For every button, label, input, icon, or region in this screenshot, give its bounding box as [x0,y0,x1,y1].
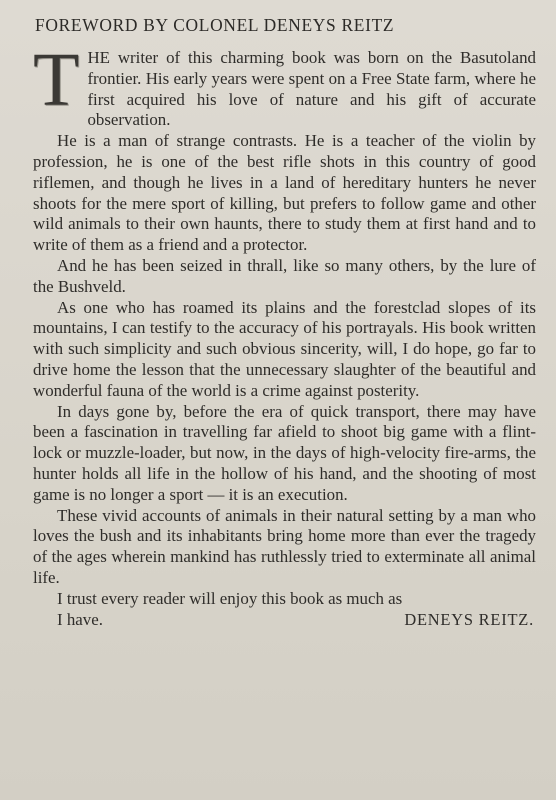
paragraph-4: As one who has roamed its plains and the forestclad slopes of its mountains, I can testify to the accuracy of his portrayals. His book written with such simplicity and such obvious sincerity, will, I do hope, go far to drive home the lesson that the unnecessary slaughter of the beautiful and wonderful fauna of the world is a crime against posterity. [33,297,536,400]
closing-line [33,610,536,631]
foreword-heading: FOREWORD BY COLONEL DENEYS REITZ [35,15,395,35]
paragraph-1-text: HE writer of this charming book was born on the Basutoland frontier. His early years were spent on a Free State farm, where he first acquired his love of nature and his gift of accurate observation. [87,48,536,130]
foreword-body [33,38,536,630]
closing-text: I have. [57,609,103,629]
drop-cap: T [33,38,80,122]
paragraph-7: I trust every reader will enjoy this book as much as [57,588,403,608]
paragraph-5: In days gone by, before the era of quick transport, there may have been a fascination in travelling far afield to shoot big game with a flint-lock or muzzle-loader, but now, in the days of high-velocity fire-arms, the hunter holds all life in the hollow of his hand, and the shooting of most game is no longer a sport — it is an execution. [33,401,536,504]
paragraph-1 [33,38,536,131]
paragraph-3: And he has been seized in thrall, like so many others, by the lure of the Bushveld. [33,255,536,296]
paragraph-6: These vivid accounts of animals in their natural setting by a man who loves the bush and its inhabitants bring home more than ever the tragedy of the ages wherein mankind has ruthlessly tried to exterminate all animal life. [33,505,536,587]
author-signature: DENEYS REITZ. [404,609,534,629]
paragraph-2: He is a man of strange contrasts. He is a teacher of the violin by profession, he is one of the best rifle shots in this country of good riflemen, and though he lives in a land of hereditary hunters he never shoots for the mere sport of killing, but prefers to follow game and other wild animals to their own haunts, there to study them at first hand and to write of them as a friend and a protector. [33,131,536,255]
